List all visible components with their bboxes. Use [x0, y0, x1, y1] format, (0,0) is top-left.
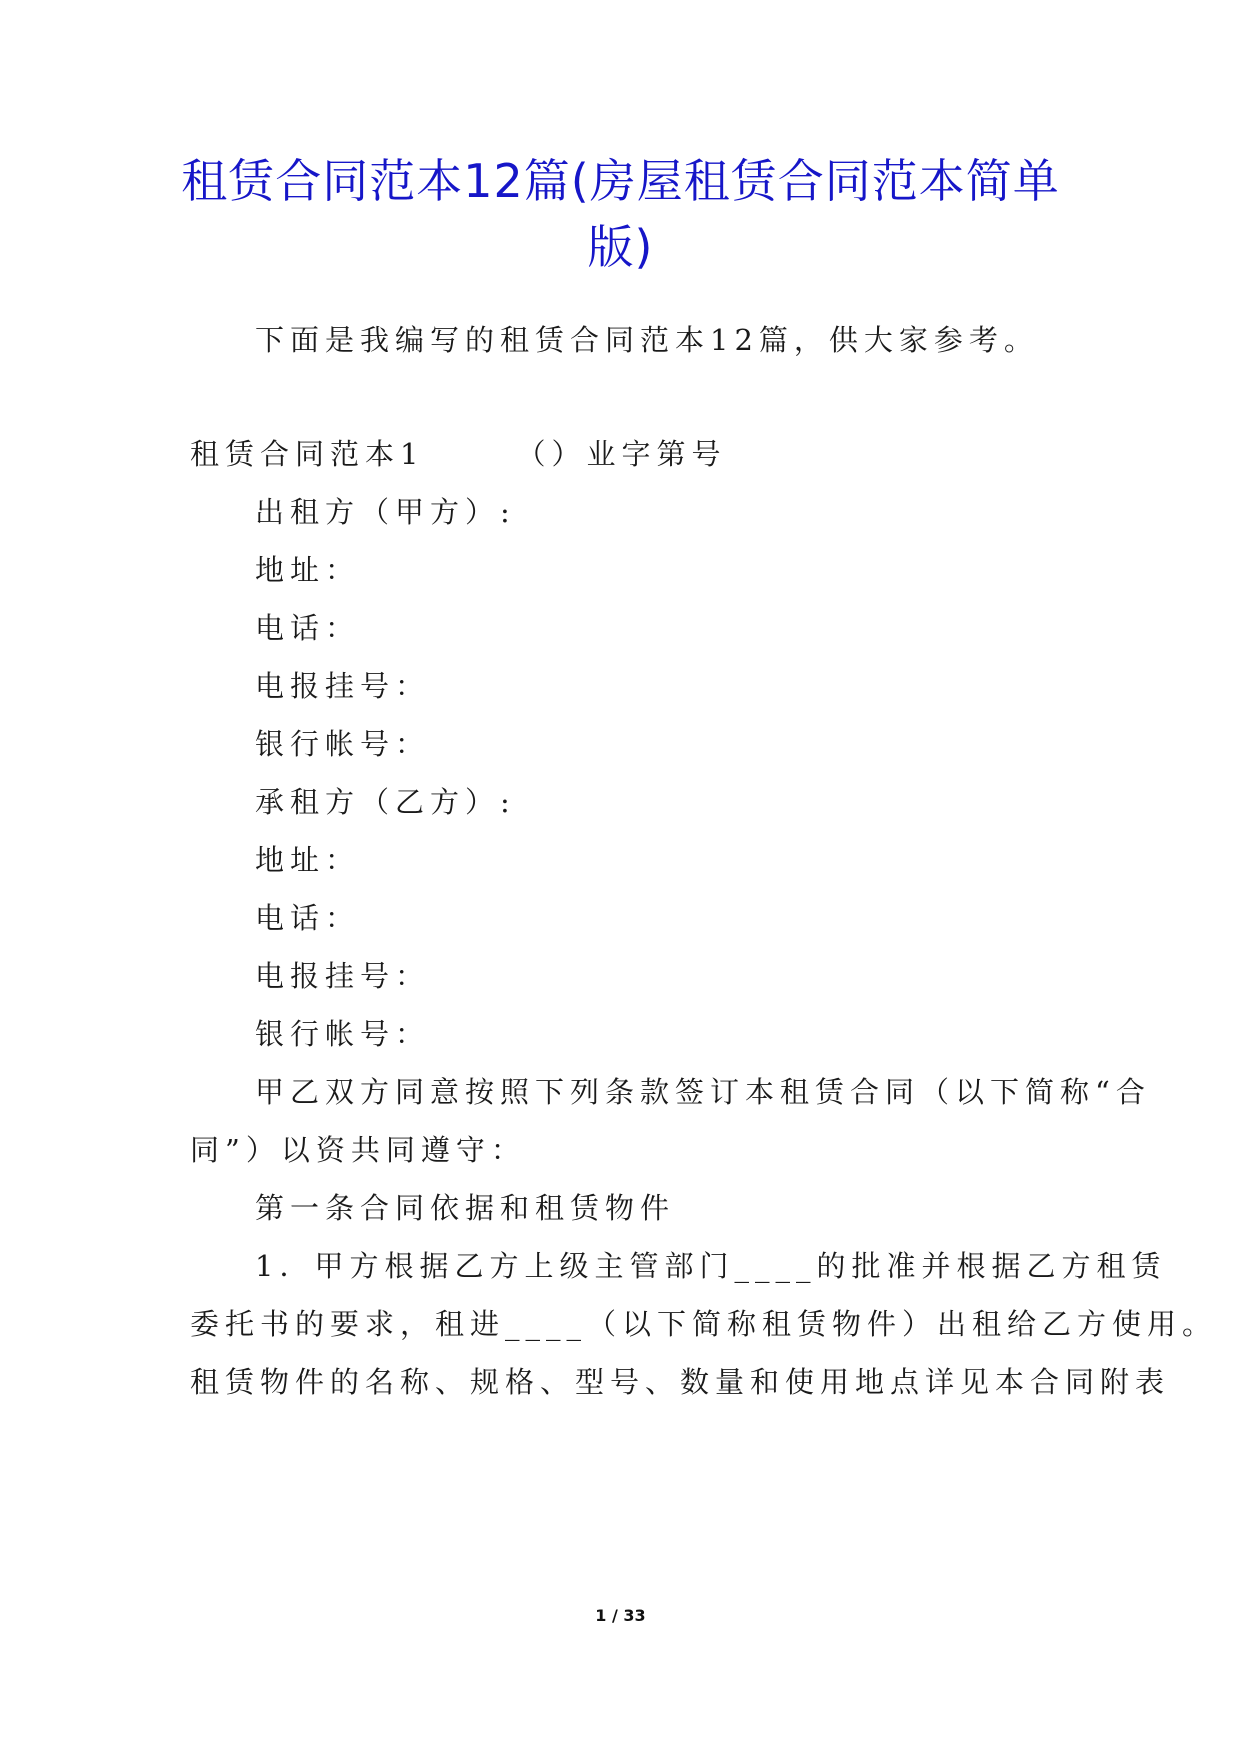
- contract-heading-title: 租赁合同范本1: [190, 437, 425, 471]
- lessee-address-label: 地址：: [255, 843, 361, 877]
- document-title: [140, 148, 1101, 280]
- intro-paragraph: 下面是我编写的租赁合同范本12篇，供大家参考。: [255, 323, 1039, 357]
- clause-1-line-3: 租赁物件的名称、规格、型号、数量和使用地点详见本合同附表: [190, 1365, 1171, 1399]
- lessor-address-label: 地址：: [255, 553, 361, 587]
- lessee-label: 承租方（乙方）:: [255, 785, 516, 819]
- clause-1-line-1: 1．甲方根据乙方上级主管部门____的批准并根据乙方租赁: [255, 1249, 1167, 1283]
- lessor-phone-label: 电话：: [255, 611, 361, 645]
- lessor-bank-label: 银行帐号：: [255, 727, 431, 761]
- lessor-label: 出租方（甲方）:: [255, 495, 516, 529]
- title-line-1: 租赁合同范本12篇(房屋租赁合同范本简单: [181, 154, 1060, 208]
- lessee-bank-label: 银行帐号：: [255, 1017, 431, 1051]
- agreement-line-2: 同”）以资共同遵守：: [190, 1133, 526, 1167]
- clause-1-line-2: 委托书的要求，租进____（以下简称租赁物件）出租给乙方使用。: [190, 1307, 1218, 1341]
- lessee-telegraph-label: 电报挂号：: [255, 959, 431, 993]
- page-number: 1 / 33: [595, 1606, 646, 1625]
- contract-number-label: （）业字第号: [516, 437, 727, 471]
- article-1-title: 第一条合同依据和租赁物件: [255, 1191, 676, 1225]
- agreement-line-1: 甲乙双方同意按照下列条款签订本租赁合同（以下简称“合: [255, 1075, 1151, 1109]
- title-line-2: 版): [587, 220, 654, 274]
- contract-heading: [190, 434, 726, 474]
- lessor-telegraph-label: 电报挂号：: [255, 669, 431, 703]
- lessee-phone-label: 电话：: [255, 901, 361, 935]
